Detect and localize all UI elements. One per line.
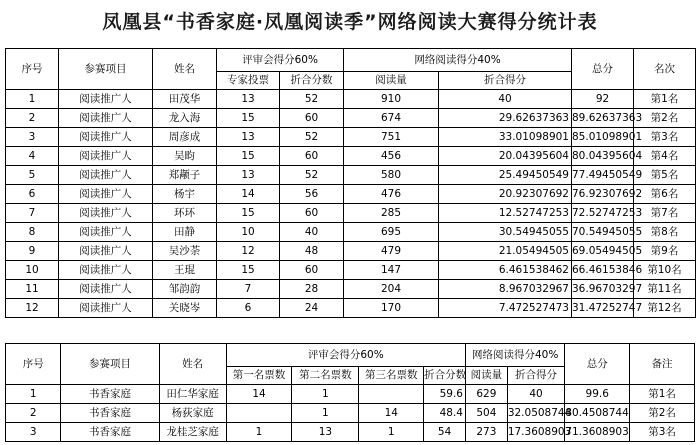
cell-reads: 580: [344, 166, 439, 185]
cell-first-votes: [226, 404, 292, 423]
cell-project: 阅读推广人: [59, 261, 153, 280]
cell-review-score: 54: [424, 423, 466, 442]
table-row: [6, 109, 696, 128]
cell-project: 阅读推广人: [59, 147, 153, 166]
cell-review-score: 48.4: [424, 404, 466, 423]
cell-reads: 476: [344, 185, 439, 204]
header-reads: 阅读量: [344, 72, 439, 90]
cell-rank: 第5名: [634, 166, 696, 185]
header-name: 姓名: [153, 49, 217, 90]
cell-seq: 11: [6, 280, 59, 299]
cell-votes: 13: [217, 128, 280, 147]
cell-name: 吴沙荼: [153, 242, 217, 261]
cell-rank: 第3名: [634, 128, 696, 147]
cell-first-votes: 1: [226, 423, 292, 442]
cell-review-score: 52: [280, 166, 344, 185]
cell-total: 70.54945055: [572, 223, 634, 242]
cell-online-score: 33.01098901: [439, 128, 572, 147]
cell-name: 郑颟子: [153, 166, 217, 185]
cell-votes: 13: [217, 166, 280, 185]
cell-votes: 15: [217, 204, 280, 223]
cell-votes: 15: [217, 147, 280, 166]
cell-votes: 14: [217, 185, 280, 204]
cell-second-votes: 1: [292, 404, 359, 423]
table-row: [6, 299, 696, 318]
table-row: [6, 185, 696, 204]
cell-total: 31.47252747: [572, 299, 634, 318]
header-second-votes: 第二名票数: [292, 367, 359, 385]
cell-seq: 6: [6, 185, 59, 204]
cell-votes: 13: [217, 90, 280, 109]
cell-name: 龙桂芝家庭: [159, 423, 226, 442]
cell-seq: 1: [6, 385, 61, 404]
cell-review-score: 60: [280, 147, 344, 166]
cell-seq: 3: [6, 128, 59, 147]
table-row: [6, 242, 696, 261]
cell-seq: 8: [6, 223, 59, 242]
cell-project: 书香家庭: [61, 423, 159, 442]
header-total: 总分: [565, 344, 630, 385]
cell-online-score: 20.92307692: [439, 185, 572, 204]
cell-rank: 第11名: [634, 280, 696, 299]
cell-total: 69.05494505: [572, 242, 634, 261]
cell-note: 第1名: [630, 385, 695, 404]
header-online-group: 网络阅读得分40%: [344, 49, 572, 72]
cell-project: 阅读推广人: [59, 90, 153, 109]
cell-seq: 3: [6, 423, 61, 442]
header-project: 参赛项目: [59, 49, 153, 90]
cell-review-score: 59.6: [424, 385, 466, 404]
table-row: [6, 147, 696, 166]
cell-seq: 5: [6, 166, 59, 185]
header-expert-votes: 专家投票: [217, 72, 280, 90]
table-row: [6, 204, 696, 223]
header-online-group: 网络阅读得分40%: [466, 344, 565, 367]
cell-name: 田茂华: [153, 90, 217, 109]
cell-rank: 第2名: [634, 109, 696, 128]
cell-name: 田仁华家庭: [159, 385, 226, 404]
cell-reads: 629: [466, 385, 508, 404]
cell-reads: 273: [466, 423, 508, 442]
cell-reads: 285: [344, 204, 439, 223]
cell-total: 92: [572, 90, 634, 109]
cell-project: 阅读推广人: [59, 204, 153, 223]
header-review-score: 折合分数: [424, 367, 466, 385]
cell-rank: 第8名: [634, 223, 696, 242]
cell-first-votes: 14: [226, 385, 292, 404]
cell-online-score: 20.04395604: [439, 147, 572, 166]
cell-seq: 2: [6, 109, 59, 128]
cell-reads: 204: [344, 280, 439, 299]
cell-second-votes: 13: [292, 423, 359, 442]
cell-online-score: 7.472527473: [439, 299, 572, 318]
header-online-score: 折合得分: [439, 72, 572, 90]
cell-note: 第3名: [630, 423, 695, 442]
cell-total: 66.46153846: [572, 261, 634, 280]
cell-project: 书香家庭: [61, 385, 159, 404]
cell-project: 阅读推广人: [59, 223, 153, 242]
cell-seq: 1: [6, 90, 59, 109]
cell-reads: 504: [466, 404, 508, 423]
cell-project: 阅读推广人: [59, 299, 153, 318]
cell-review-score: 52: [280, 128, 344, 147]
cell-online-score: 40: [439, 90, 572, 109]
cell-online-score: 30.54945055: [439, 223, 572, 242]
cell-online-score: 12.52747253: [439, 204, 572, 223]
cell-rank: 第10名: [634, 261, 696, 280]
cell-seq: 9: [6, 242, 59, 261]
header-project: 参赛项目: [61, 344, 159, 385]
cell-name: 杨荻家庭: [159, 404, 226, 423]
header-seq: 序号: [6, 344, 61, 385]
header-online-score: 折合得分: [507, 367, 565, 385]
header-third-votes: 第三名票数: [359, 367, 424, 385]
table-row: [6, 90, 696, 109]
cell-third-votes: 1: [359, 423, 424, 442]
cell-total: 80.04395604: [572, 147, 634, 166]
cell-rank: 第6名: [634, 185, 696, 204]
table-row: [6, 166, 696, 185]
cell-review-score: 56: [280, 185, 344, 204]
cell-review-score: 60: [280, 109, 344, 128]
cell-name: 邹韵韵: [153, 280, 217, 299]
header-review-group: 评审会得分60%: [226, 344, 465, 367]
cell-project: 书香家庭: [61, 404, 159, 423]
cell-review-score: 48: [280, 242, 344, 261]
cell-online-score: 40: [507, 385, 565, 404]
header-rank: 名次: [634, 49, 696, 90]
cell-rank: 第9名: [634, 242, 696, 261]
header-first-votes: 第一名票数: [226, 367, 292, 385]
cell-project: 阅读推广人: [59, 185, 153, 204]
cell-reads: 456: [344, 147, 439, 166]
page-title: 凤凰县“书香家庭·凤凰阅读季”网络阅读大赛得分统计表: [102, 11, 598, 33]
cell-name: 王琨: [153, 261, 217, 280]
header-name: 姓名: [159, 344, 226, 385]
header-seq: 序号: [6, 49, 59, 90]
cell-review-score: 52: [280, 90, 344, 109]
header-review-group: 评审会得分60%: [217, 49, 344, 72]
cell-name: 龙入海: [153, 109, 217, 128]
cell-seq: 10: [6, 261, 59, 280]
cell-reads: 751: [344, 128, 439, 147]
cell-online-score: 8.967032967: [439, 280, 572, 299]
cell-votes: 6: [217, 299, 280, 318]
header-total: 总分: [572, 49, 634, 90]
cell-online-score: 21.05494505: [439, 242, 572, 261]
cell-reads: 479: [344, 242, 439, 261]
cell-votes: 15: [217, 261, 280, 280]
cell-seq: 7: [6, 204, 59, 223]
cell-project: 阅读推广人: [59, 109, 153, 128]
cell-reads: 170: [344, 299, 439, 318]
cell-name: 关晓岑: [153, 299, 217, 318]
cell-review-score: 28: [280, 280, 344, 299]
cell-online-score: 29.62637363: [439, 109, 572, 128]
cell-online-score: 6.461538462: [439, 261, 572, 280]
cell-total: 77.49450549: [572, 166, 634, 185]
cell-rank: 第12名: [634, 299, 696, 318]
cell-reads: 674: [344, 109, 439, 128]
cell-project: 阅读推广人: [59, 242, 153, 261]
header-reads: 阅读量: [466, 367, 508, 385]
cell-rank: 第1名: [634, 90, 696, 109]
cell-votes: 7: [217, 280, 280, 299]
cell-reads: 910: [344, 90, 439, 109]
cell-review-score: 60: [280, 204, 344, 223]
cell-second-votes: 1: [292, 385, 359, 404]
cell-name: 环环: [153, 204, 217, 223]
cell-third-votes: 14: [359, 404, 424, 423]
cell-total: 80.4508744: [565, 404, 630, 423]
table-row: [6, 223, 696, 242]
cell-rank: 第7名: [634, 204, 696, 223]
table-row: [6, 423, 695, 442]
table-row: [6, 128, 696, 147]
cell-total: 76.92307692: [572, 185, 634, 204]
cell-note: 第2名: [630, 404, 695, 423]
cell-seq: 2: [6, 404, 61, 423]
table-row: [6, 385, 695, 404]
cell-total: 99.6: [565, 385, 630, 404]
cell-total: 72.52747253: [572, 204, 634, 223]
cell-name: 杨宇: [153, 185, 217, 204]
cell-votes: 12: [217, 242, 280, 261]
table-row: [6, 404, 695, 423]
cell-online-score: 25.49450549: [439, 166, 572, 185]
cell-votes: 15: [217, 109, 280, 128]
cell-name: 吴畇: [153, 147, 217, 166]
cell-review-score: 24: [280, 299, 344, 318]
cell-votes: 10: [217, 223, 280, 242]
cell-project: 阅读推广人: [59, 128, 153, 147]
results-table-promoters: [5, 48, 696, 318]
cell-online-score: 17.3608903: [507, 423, 565, 442]
cell-reads: 695: [344, 223, 439, 242]
header-review-score: 折合分数: [280, 72, 344, 90]
cell-third-votes: [359, 385, 424, 404]
cell-name: 周彦成: [153, 128, 217, 147]
cell-review-score: 40: [280, 223, 344, 242]
cell-total: 85.01098901: [572, 128, 634, 147]
results-table-families: [5, 343, 695, 442]
table-row: [6, 261, 696, 280]
cell-project: 阅读推广人: [59, 280, 153, 299]
cell-total: 36.96703297: [572, 280, 634, 299]
cell-rank: 第4名: [634, 147, 696, 166]
cell-reads: 147: [344, 261, 439, 280]
cell-name: 田静: [153, 223, 217, 242]
table-row: [6, 280, 696, 299]
header-note: 备注: [630, 344, 695, 385]
cell-seq: 4: [6, 147, 59, 166]
cell-total: 71.3608903: [565, 423, 630, 442]
cell-review-score: 60: [280, 261, 344, 280]
cell-project: 阅读推广人: [59, 166, 153, 185]
cell-online-score: 32.0508744: [507, 404, 565, 423]
cell-total: 89.62637363: [572, 109, 634, 128]
cell-seq: 12: [6, 299, 59, 318]
